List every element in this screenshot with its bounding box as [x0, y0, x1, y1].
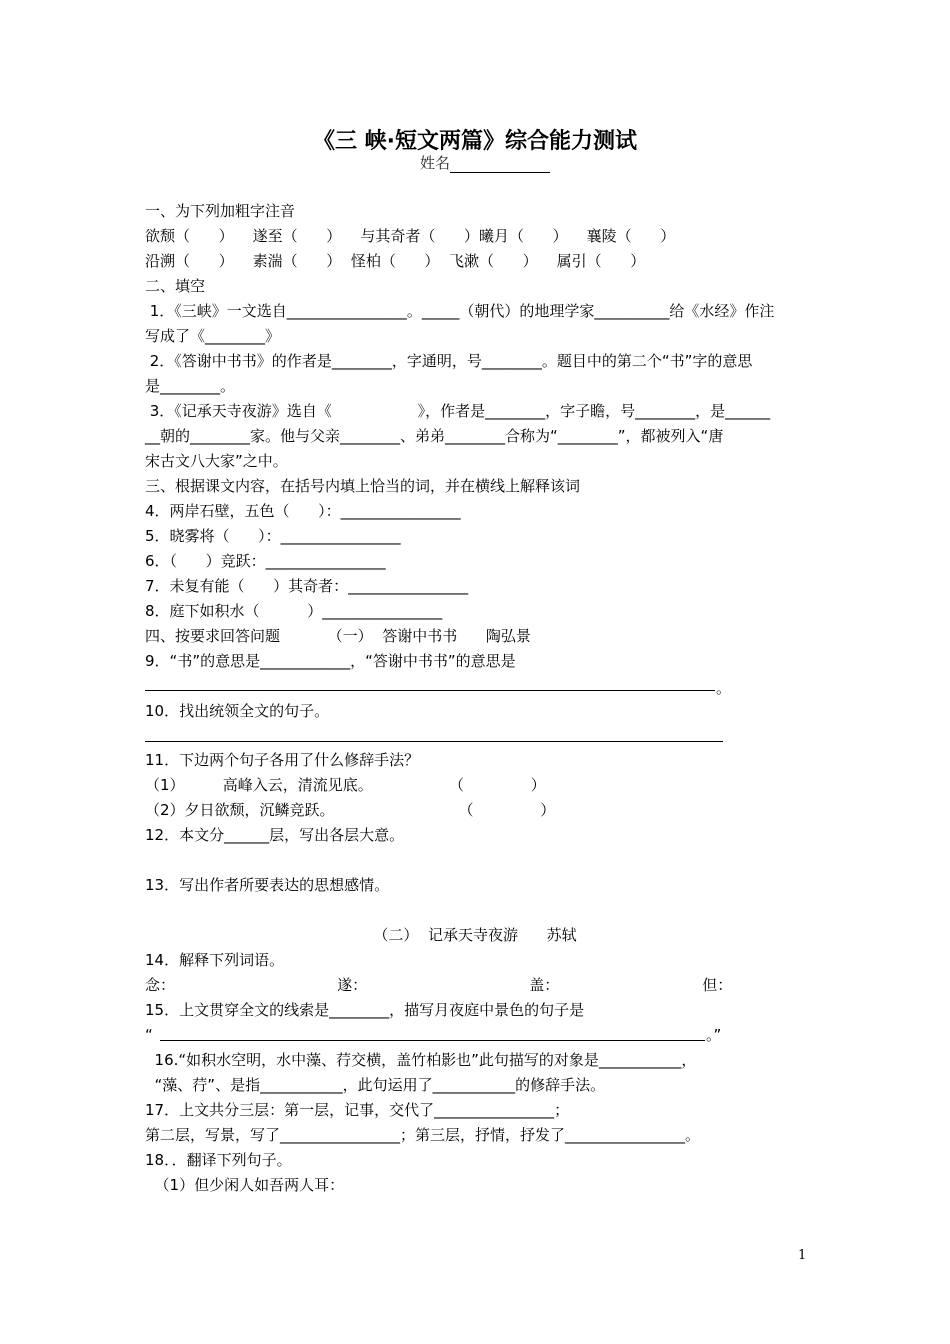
question-1-line-1: 1．《三峡》一文选自________________。_____（朝代）的地理学家__________给《水经》作注 [145, 302, 775, 320]
question-10: 10．找出统领全文的句子。 [145, 702, 330, 720]
question-16-line-2: “藻、荇”、是指___________，此句运用了___________的修辞手法。 [145, 1076, 606, 1094]
section-1-heading: 一、为下列加粗字注音 [145, 202, 296, 220]
pinyin-row-2: 沿溯（ ） 素湍（ ） 怪柏（ ） 飞漱（ ） 属引（ ） [145, 252, 646, 270]
question-15: 15．上文贯穿全文的线索是________，描写月夜庭中景色的句子是 [145, 1001, 585, 1019]
question-16-line-1: 16.“如积水空明，水中藻、荇交横，盖竹柏影也”此句描写的对象是___________， [145, 1051, 697, 1069]
question-2-line-2: 是________。 [145, 377, 236, 395]
answer-line-15[interactable] [160, 1040, 705, 1041]
question-3-line-2: __朝的________家。他与父亲________、弟弟________合称为“________”，都被列入“唐 [145, 427, 724, 445]
question-1-line-2: 写成了《________》 [145, 327, 281, 345]
question-11-item-2: （2）夕日欲颓，沉鳞竞跃。 （ ） [145, 801, 556, 819]
section-2-heading-subpart: （二） 记承天寺夜游 苏轼 [373, 926, 577, 944]
question-14: 14．解释下列词语。 [145, 951, 285, 969]
question-11-item-1: （1） 高峰入云，清流见底。 （ ） [145, 776, 546, 794]
question-15-quote-open: “ [145, 1026, 153, 1044]
question-8: 8．庭下如积水（ ）________________ [145, 602, 443, 620]
question-9: 9．“书”的意思是____________，“答谢中书书”的意思是 [145, 652, 516, 670]
section-2-heading: 二、填空 [145, 277, 206, 295]
question-17-line-1: 17．上文共分三层：第一层，记事，交代了________________； [145, 1101, 570, 1119]
question-14-words: 念： 遂： 盖： 但： [145, 976, 733, 994]
question-18-item-1: （1）但少闲人如吾两人耳： [145, 1176, 345, 1194]
name-field [420, 152, 550, 173]
answer-line-9-end: 。 [716, 679, 732, 697]
question-7: 7．未复有能（ ）其奇者：________________ [145, 577, 469, 595]
question-11: 11．下边两个句子各用了什么修辞手法？ [145, 751, 420, 769]
name-label: 姓名 [420, 154, 451, 172]
question-15-quote-close: 。” [706, 1026, 722, 1044]
question-5: 5．晓雾将（ ）：________________ [145, 527, 401, 545]
name-blank[interactable] [450, 156, 550, 173]
page-number: 1 [798, 1248, 807, 1263]
question-12: 12．本文分______层，写出各层大意。 [145, 826, 405, 844]
question-17-line-2: 第二层，写景，写了________________；第三层，抒情，抒发了________________。 [145, 1126, 701, 1144]
question-2-line-1: 2．《答谢中书书》的作者是________，字通明，号________。题目中的第二个“书”字的意思 [145, 352, 753, 370]
section-3-heading: 三、根据课文内容，在括号内填上恰当的词，并在横线上解释该词 [145, 477, 581, 495]
question-6: 6．（ ）竞跃：________________ [145, 552, 386, 570]
question-3-line-1: 3．《记承天寺夜游》选自《 》，作者是________，字子瞻，号________，是______ [145, 402, 771, 420]
answer-line-9[interactable] [145, 690, 715, 691]
pinyin-row-1: 欲颓（ ） 遂至（ ） 与其奇者（ ）曦月（ ） 襄陵（ ） [145, 227, 676, 245]
answer-line-10[interactable] [145, 741, 723, 742]
question-3-line-3: 宋古文八大家”之中。 [145, 452, 288, 470]
section-4-heading: 四、按要求回答问题 （一） 答谢中书书 陶弘景 [145, 627, 531, 645]
question-4: 4．两岸石壁，五色（ ）：________________ [145, 502, 461, 520]
question-18: 18．．翻译下列句子。 [145, 1151, 292, 1169]
question-13: 13．写出作者所要表达的思想感情。 [145, 876, 390, 894]
page-title: 《三 峡·短文两篇》综合能力测试 [312, 129, 638, 154]
